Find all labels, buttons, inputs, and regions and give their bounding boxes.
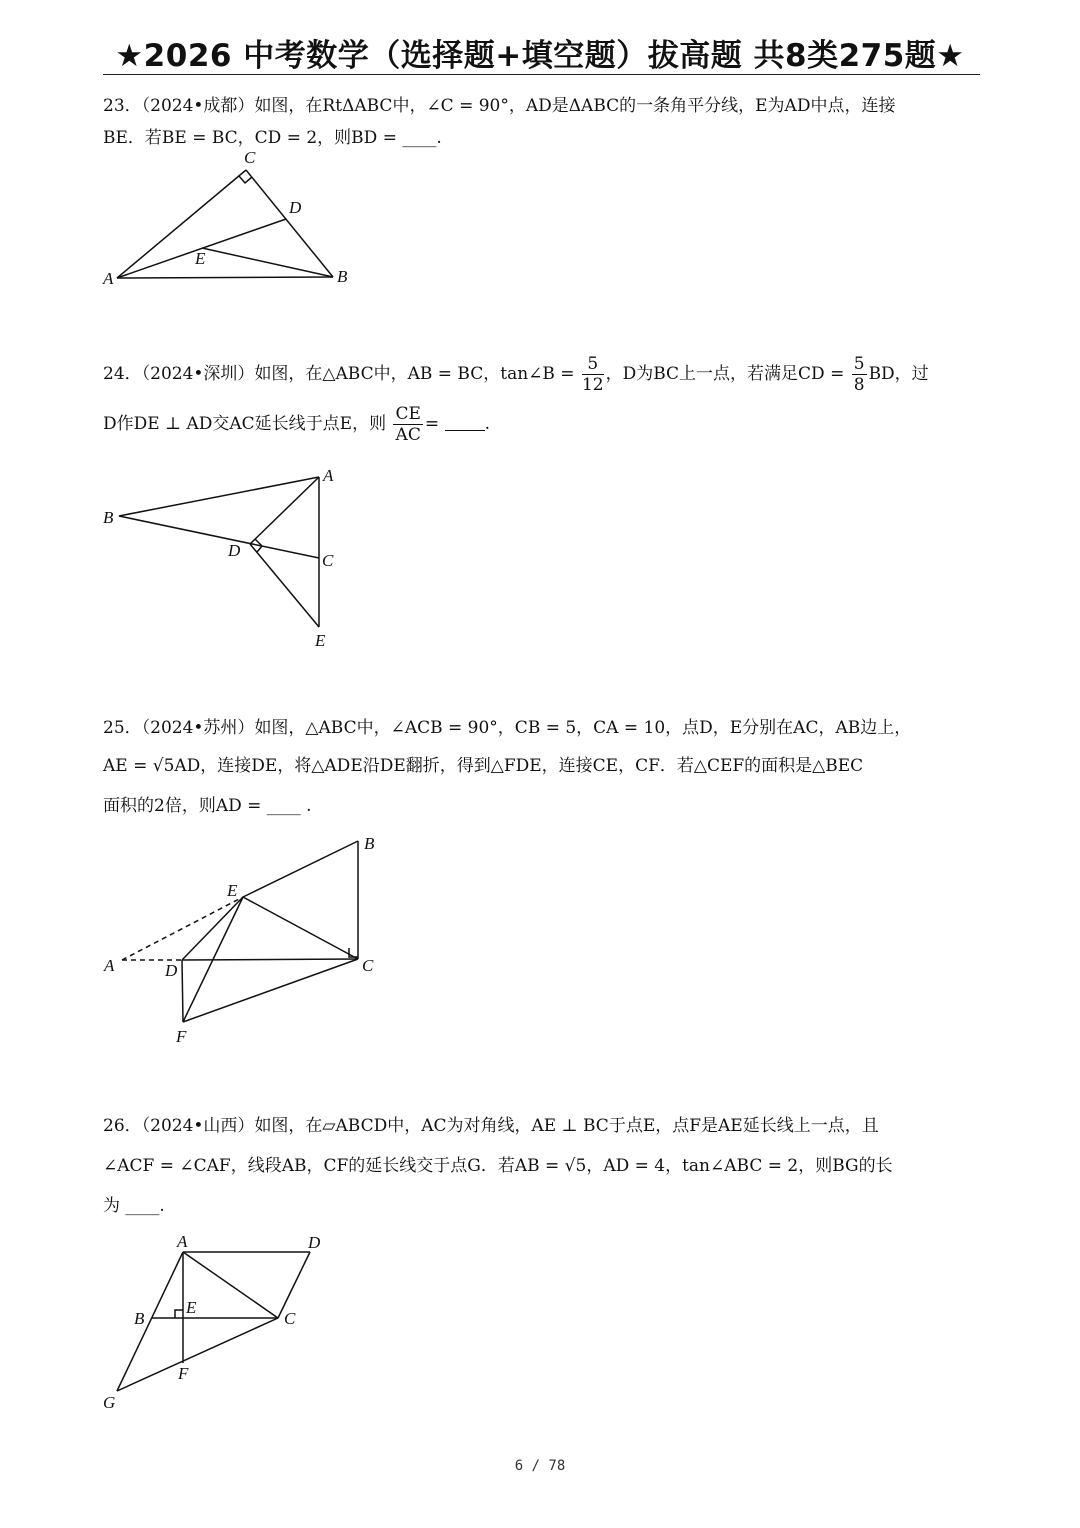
segment-bc: [119, 516, 319, 558]
problem-26: [103, 1108, 980, 1224]
segment-ab: [117, 277, 333, 278]
segment-gc: [117, 1318, 278, 1391]
figure-25: [100, 830, 390, 1050]
right-angle-mark: [175, 1310, 183, 1318]
label-d: D: [308, 1233, 321, 1252]
problem-number: 23．: [103, 96, 142, 116]
page-number: 6 / 78: [514, 1458, 566, 1474]
problem-source: （2024•深圳）: [141, 364, 255, 384]
problem-source: （2024•苏州）: [141, 718, 255, 738]
label-c: C: [284, 1309, 296, 1328]
problem-text: 如图，在△ABC中，AB = BC，tan∠B =: [254, 364, 575, 384]
label-f: F: [178, 1364, 189, 1383]
fraction-denominator: AC: [395, 425, 421, 445]
segment-dc: [182, 959, 358, 960]
answer-blank: [445, 412, 485, 431]
problem-26-line-2: [103, 1144, 980, 1188]
label-d: D: [228, 541, 241, 560]
label-c: C: [322, 551, 334, 570]
page-title: ★2026 中考数学（选择题+填空题）拔高题 共8类275题★: [115, 38, 965, 74]
problem-source: （2024•山西）: [141, 1116, 255, 1136]
problem-25-line-1: [103, 712, 980, 744]
label-b: B: [337, 267, 348, 286]
problem-text: .: [484, 414, 490, 434]
label-c: C: [244, 150, 256, 167]
label-c: C: [362, 956, 374, 975]
problem-number: 25．: [103, 718, 142, 738]
problem-number: 26．: [103, 1116, 142, 1136]
segment-df: [182, 960, 183, 1022]
fraction-tan: [582, 354, 604, 395]
label-d: D: [289, 198, 302, 217]
problem-text: D作DE ⊥ AD交AC延长线于点E，则: [103, 414, 387, 434]
problem-number: 24．: [103, 364, 142, 384]
problem-26-line-1: [103, 1108, 980, 1144]
problem-23: [103, 90, 980, 154]
fraction-numerator: 5: [582, 354, 604, 375]
problem-25-line-3: [103, 788, 980, 824]
label-d: D: [165, 961, 178, 980]
problem-23-line-1: [103, 90, 980, 122]
problem-25: [103, 712, 980, 824]
problem-24-line-1: [103, 352, 980, 396]
segment-ba: [119, 477, 319, 516]
label-a: A: [177, 1232, 188, 1251]
problem-text: 如图，△ABC中，∠ACB = 90°，CB = 5，CA = 10，点D，E分别在AC，AB边上，: [254, 718, 912, 738]
label-a: A: [103, 269, 114, 288]
problem-text: BE．若BE = BC，CD = 2，则BD = ____.: [103, 128, 442, 148]
segment-ac: [183, 1252, 278, 1318]
problem-text: ∠ACF = ∠CAF，线段AB，CF的延长线交于点G．若AB = √5，AD = 4，tan∠ABC = 2，则BG的长: [103, 1156, 893, 1176]
fraction-numerator: 5: [853, 354, 865, 374]
label-e: E: [227, 881, 238, 900]
fraction-ce-ac: [393, 404, 422, 445]
header-divider: [103, 74, 980, 75]
label-e: E: [315, 631, 326, 650]
problem-source: （2024•成都）: [141, 96, 255, 116]
label-b: B: [364, 834, 375, 853]
label-f: F: [176, 1027, 187, 1046]
problem-text: 如图，在RtΔABC中，∠C = 90°，AD是ΔABC的一条角平分线，E为AD中点，连接: [254, 96, 896, 116]
problem-26-line-3: [103, 1188, 980, 1224]
label-a: A: [104, 956, 115, 975]
segment-ag: [117, 1252, 183, 1391]
figure-24: [100, 462, 360, 657]
segment-da: [250, 477, 319, 544]
segment-ec: [243, 897, 358, 959]
problem-text: 面积的2倍，则AD = ____ .: [103, 796, 312, 816]
segment-eb: [243, 841, 358, 897]
problem-text: AE = √5AD，连接DE，将△ADE沿DE翻折，得到△FDE，连接CE，CF．若△CEF的面积是△BEC: [103, 756, 864, 776]
label-b: B: [134, 1309, 145, 1328]
fraction-denominator: 8: [853, 375, 865, 395]
problem-25-line-2: [103, 744, 980, 788]
figure-23: [100, 150, 360, 290]
label-e: E: [195, 249, 206, 268]
problem-24: [103, 352, 980, 452]
problem-text: 如图，在▱ABCD中，AC为对角线，AE ⊥ BC于点E，点F是AE延长线上一点，且: [254, 1116, 879, 1136]
right-angle-mark: [239, 176, 252, 183]
label-e: E: [186, 1298, 197, 1317]
problem-text: BD，过: [868, 364, 929, 384]
label-a: A: [323, 466, 334, 485]
problem-24-line-2: [103, 396, 980, 452]
problem-text: =: [424, 414, 440, 434]
segment-de: [182, 897, 243, 960]
problem-text: ，D为BC上一点，若满足CD =: [605, 364, 845, 384]
dashed-segment-ae: [122, 897, 243, 960]
label-g: G: [103, 1393, 116, 1412]
segment-ac: [117, 170, 246, 278]
fraction-cd: [852, 354, 867, 395]
figure-26: [100, 1230, 340, 1420]
label-b: B: [103, 508, 114, 527]
fraction-numerator: CE: [395, 404, 421, 424]
fraction-denominator: 12: [581, 375, 604, 395]
problem-text: 为 ____.: [103, 1196, 165, 1216]
